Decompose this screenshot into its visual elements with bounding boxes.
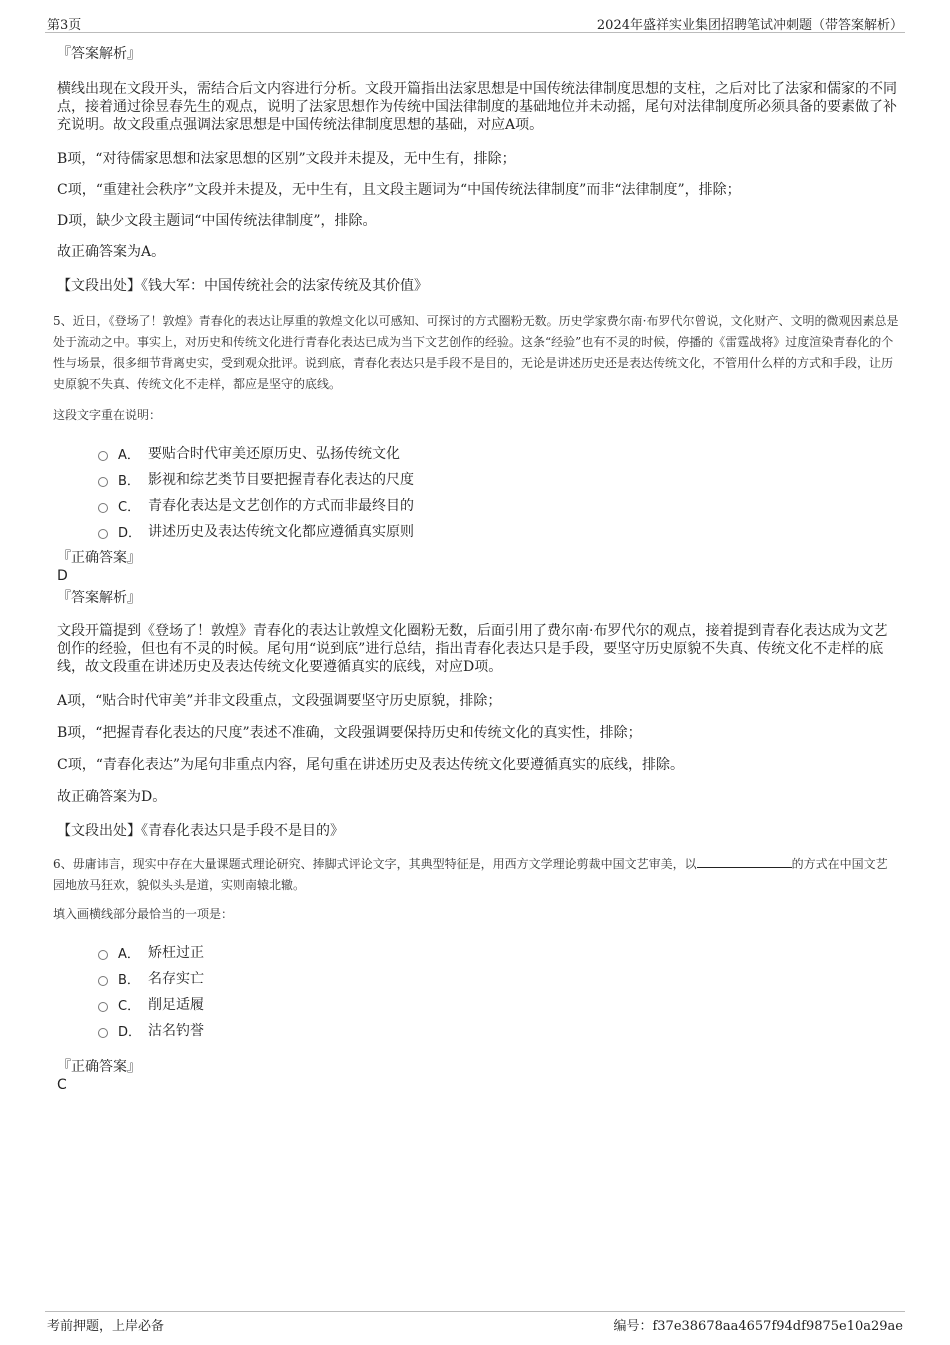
q5-option-b[interactable]: B． 影视和综艺类节目要把握青春化表达的尺度 (98, 466, 899, 492)
q5-analysis-label: 『答案解析』 (57, 590, 141, 606)
q4-option-d-analysis: D项，缺少文段主题词“中国传统法律制度”，排除。 (57, 213, 377, 229)
q4-analysis-label: 『答案解析』 (57, 46, 141, 62)
radio-icon[interactable] (98, 950, 108, 960)
q5-answer-label: 『正确答案』 (57, 550, 141, 566)
q4-option-c-analysis: C项，“重建社会秩序”文段并未提及，无中生有，且文段主题词为“中国传统法律制度”而非“法律制度”，排除； (57, 182, 741, 198)
q5-analysis: 文段开篇提到《登场了！敦煌》青春化的表达让敦煌文化圈粉无数，后面引用了费尔南·布罗代尔的观点，接着提到青春化表达成为文艺创作的经验，但也有不灵的时候。尾句用“说到底”进行总结，指出青春化表达只是手段，要坚守历史原貌不失真、传统文化不走样的底线，故文段重在讲述历史及表达传统文化要遵循真实的底线，对应D项。 (57, 623, 888, 675)
radio-icon[interactable] (98, 1002, 108, 1012)
q5-stem: 5、近日，《登场了！敦煌》青春化的表达让厚重的敦煌文化以可感知、可探讨的方式圈粉无数。历史学家费尔南·布罗代尔曾说，文化财产、文明的微观因素总是处于流动之中。事实上，对历史和传统文化进行青春化表达已成为当下文艺创作的经验。这条“经验”也有不灵的时候，停播的《雷霆战将》过度渲染青春化的个性与场景，很多细节背离史实，受到观众批评。说到底，青春化表达只是手段不是目的，无论是讲述历史还是表达传统文化，不管用什么样的方式和手段，让历史原貌不失真、传统文化不走样，都应是坚守的底线。 (53, 314, 899, 391)
q4-source: 【文段出处】《钱大军：中国传统社会的法家传统及其价值》 (57, 278, 428, 294)
q5-conclusion: 故正确答案为D。 (57, 789, 167, 805)
q6-option-c[interactable]: C． 削足适履 (98, 991, 899, 1017)
radio-icon[interactable] (98, 976, 108, 986)
radio-icon[interactable] (98, 503, 108, 513)
page-number: 第3页 (47, 18, 82, 33)
q6-stem: 6、毋庸讳言，现实中存在大量课题式理论研究、捧脚式评论文字，其典型特征是，用西方文学理论剪裁中国文艺审美，以 的方式在中国文艺园地放马狂欢，貌似头头是道，实则南辕北辙。 (53, 857, 888, 892)
radio-icon[interactable] (98, 529, 108, 539)
footer-slogan: 考前押题，上岸必备 (47, 1319, 165, 1334)
radio-icon[interactable] (98, 451, 108, 461)
q4-option-b-analysis: B项，“对待儒家思想和法家思想的区别”文段并未提及，无中生有，排除； (57, 151, 516, 167)
q6-option-b[interactable]: B． 名存实亡 (98, 965, 899, 991)
q6-option-d[interactable]: D． 沽名钓誉 (98, 1017, 899, 1043)
fill-blank (697, 855, 792, 868)
radio-icon[interactable] (98, 1028, 108, 1038)
q6-answer-label: 『正确答案』 (57, 1059, 141, 1075)
q6-options (57, 939, 899, 1043)
q5-option-a[interactable]: A． 要贴合时代审美还原历史、弘扬传统文化 (98, 440, 899, 466)
q5-option-b-analysis: B项，“把握青春化表达的尺度”表述不准确，文段强调要保持历史和传统文化的真实性，排除； (57, 725, 642, 741)
q5-options (57, 440, 899, 544)
q6-option-a[interactable]: A． 矫枉过正 (98, 939, 899, 965)
footer-divider (45, 1311, 905, 1312)
q5-source: 【文段出处】《青春化表达只是手段不是目的》 (57, 823, 344, 839)
document-code: 编号：f37e38678aa4657f94df9875e10a29ae (613, 1319, 903, 1334)
document-title: 2024年盛祥实业集团招聘笔试冲刺题（带答案解析） (596, 18, 903, 33)
q6-answer: C (57, 1077, 67, 1093)
q4-conclusion: 故正确答案为A。 (57, 244, 166, 260)
header-divider (45, 32, 905, 33)
q5-option-c-analysis: C项，“青春化表达”为尾句非重点内容，尾句重在讲述历史及表达传统文化要遵循真实的底线，排除。 (57, 757, 685, 773)
radio-icon[interactable] (98, 477, 108, 487)
q5-option-a-analysis: A项，“贴合时代审美”并非文段重点，文段强调要坚守历史原貌，排除； (57, 693, 502, 709)
q6-question: 填入画横线部分最恰当的一项是： (53, 907, 234, 921)
q5-question: 这段文字重在说明： (53, 408, 162, 422)
page-content (53, 44, 899, 1093)
q4-analysis: 横线出现在文段开头，需结合后文内容进行分析。文段开篇指出法家思想是中国传统法律制度思想的支柱，之后对比了法家和儒家的不同点，接着通过徐昱春先生的观点，说明了法家思想作为传统中国法律制度的基础地位并未动摇，尾句对法律制度所必须具备的要素做了补充说明。故文段重点强调法家思想是中国传统法律制度思想的基础，对应A项。 (57, 81, 897, 133)
q5-option-c[interactable]: C． 青春化表达是文艺创作的方式而非最终目的 (98, 492, 899, 518)
q5-answer: D (57, 568, 68, 584)
q5-option-d[interactable]: D． 讲述历史及表达传统文化都应遵循真实原则 (98, 518, 899, 544)
